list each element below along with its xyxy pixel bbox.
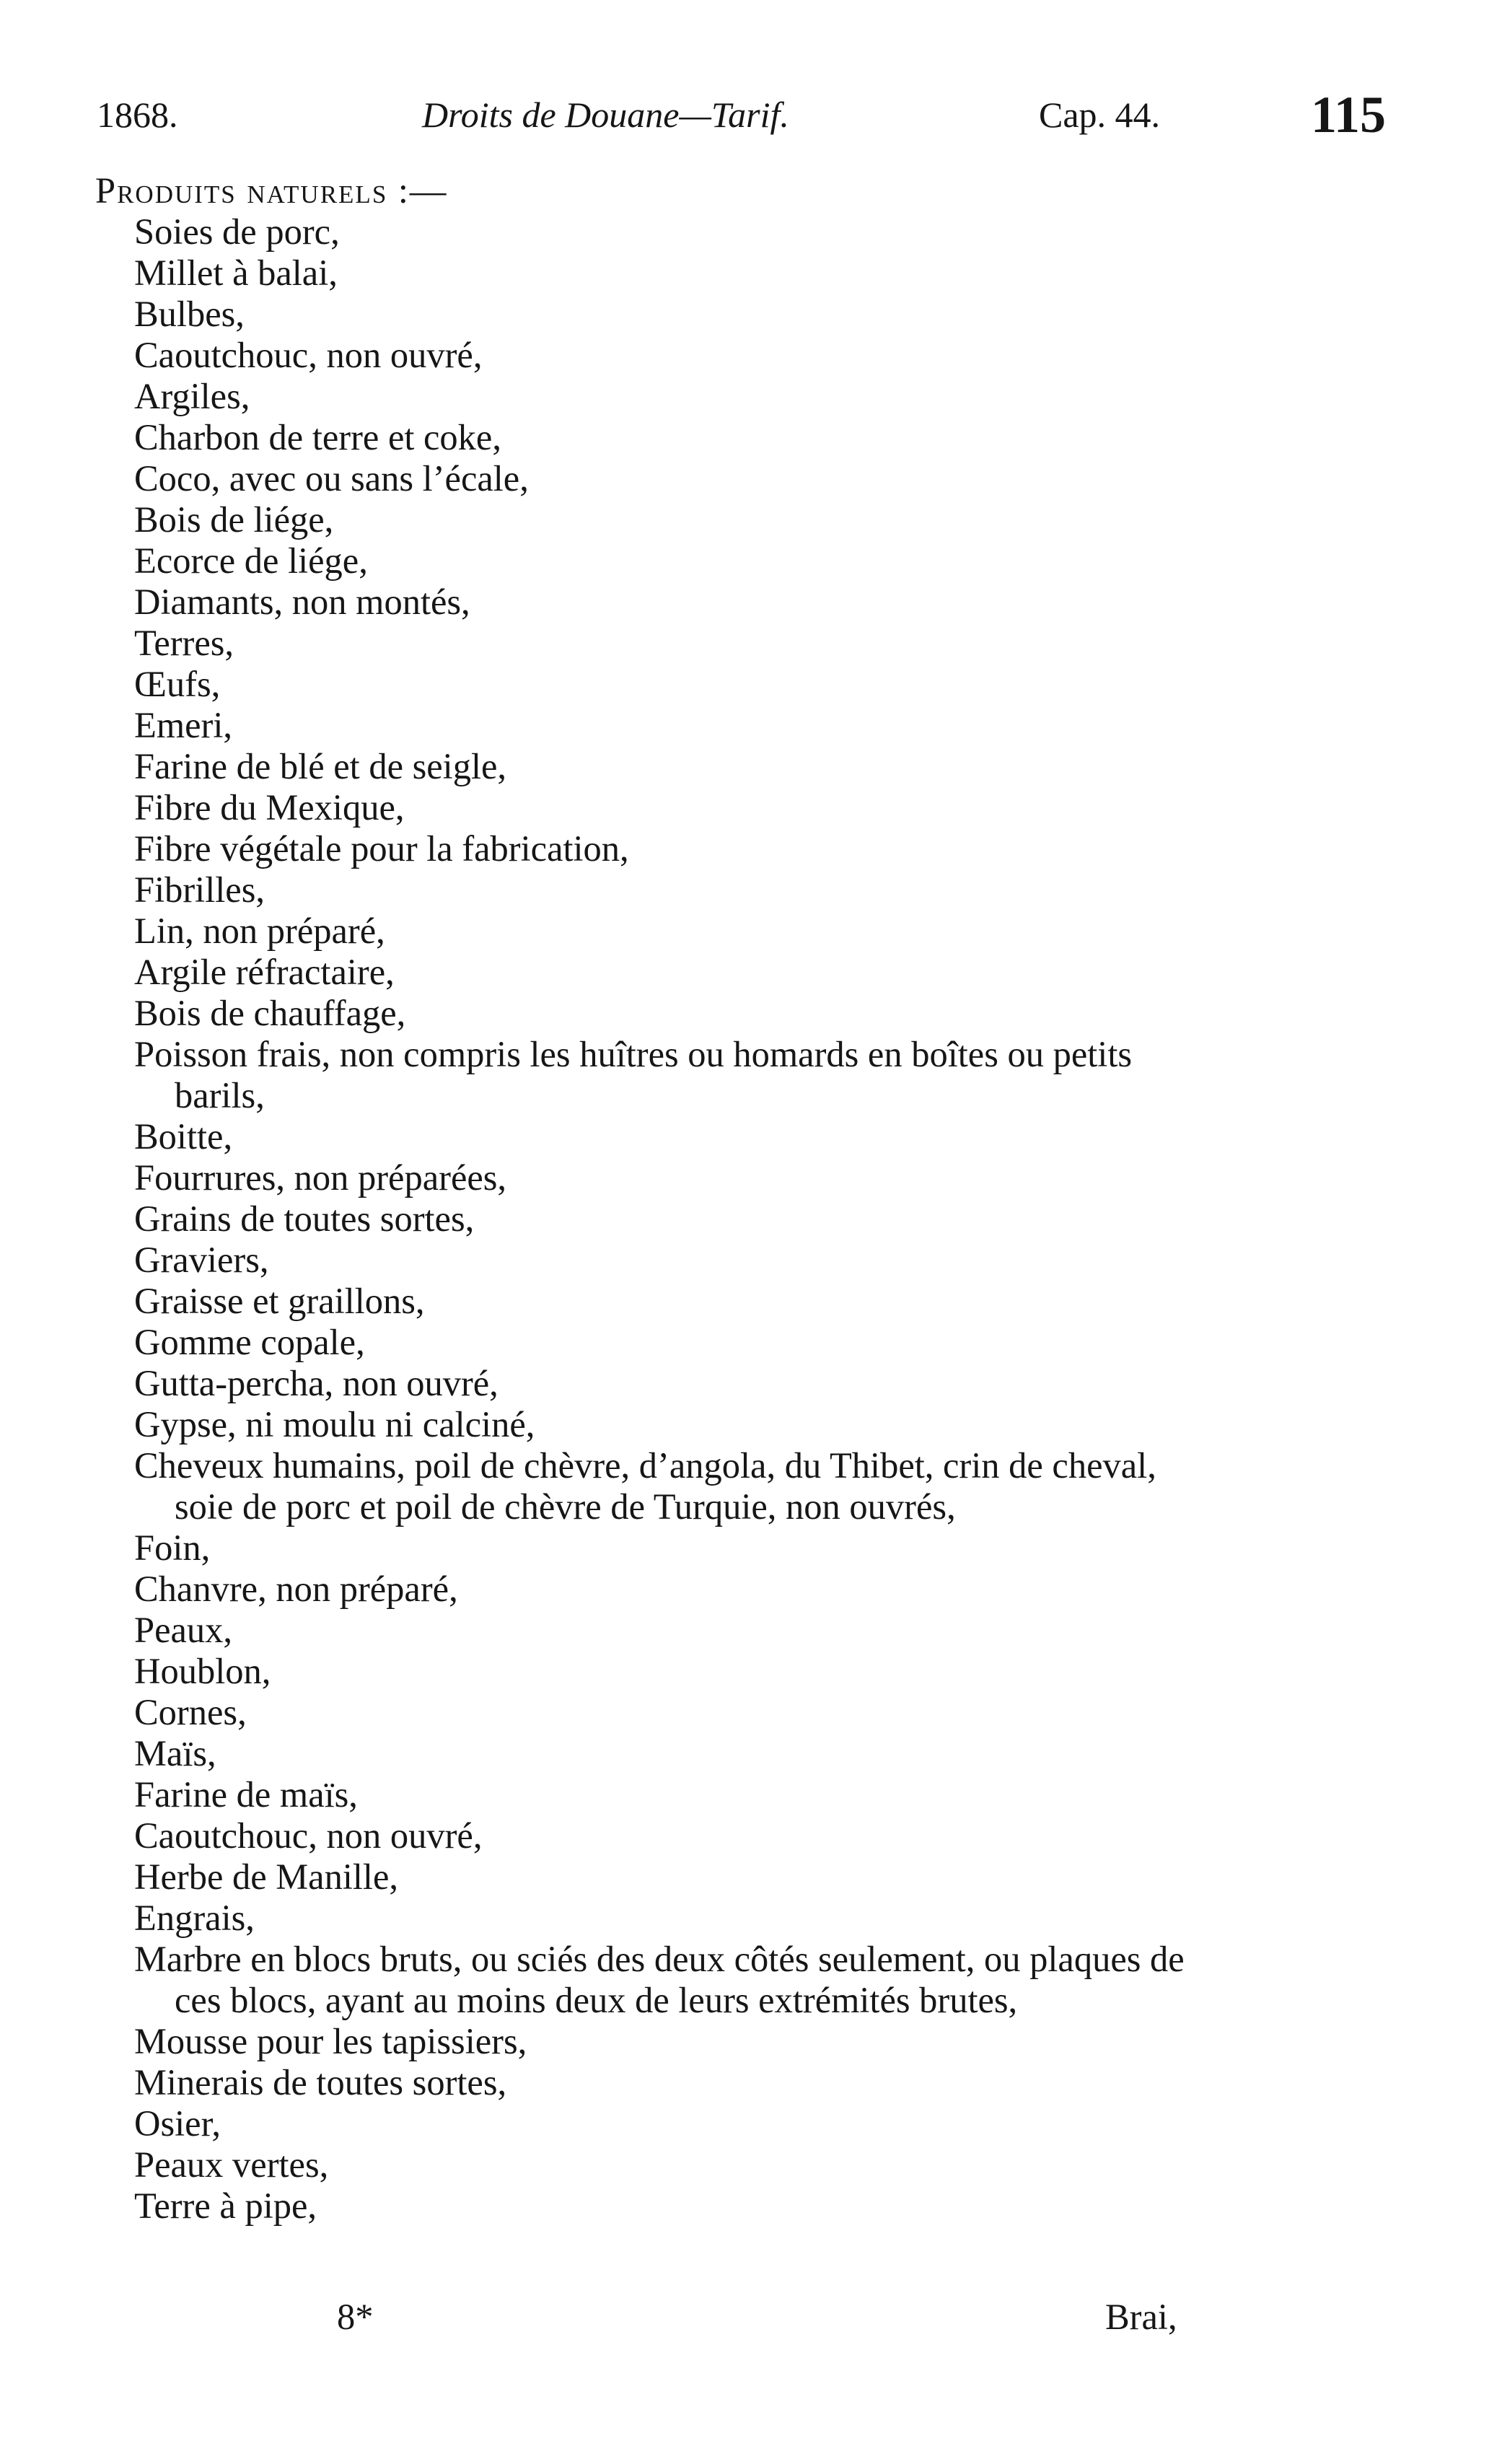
list-item: Graviers, xyxy=(134,1240,269,1280)
page-footer xyxy=(95,2296,1221,2346)
list-item: Emeri, xyxy=(134,705,233,745)
goods-list xyxy=(95,211,1221,2227)
header-chapter: Cap. 44. xyxy=(1039,95,1161,135)
list-item: Mousse pour les tapissiers, xyxy=(134,2021,527,2061)
list-item: Fibrilles, xyxy=(134,869,265,910)
list-item: Bois de chauffage, xyxy=(134,993,406,1033)
list-item: Caoutchouc, non ouvré, xyxy=(134,1815,483,1856)
list-item: Argile réfractaire, xyxy=(134,952,395,992)
list-item: Chanvre, non préparé, xyxy=(134,1569,458,1609)
list-item: Poisson frais, non compris les huîtres ou homards en boîtes ou petits barils, xyxy=(134,1034,1133,1115)
list-item: Graisse et graillons, xyxy=(134,1281,425,1321)
list-item: Herbe de Manille, xyxy=(134,1856,398,1897)
list-item: Gomme copale, xyxy=(134,1322,365,1362)
list-item: Coco, avec ou sans l’écale, xyxy=(134,458,529,499)
list-item: Soies de porc, xyxy=(134,211,340,252)
list-item: Gypse, ni moulu ni calciné, xyxy=(134,1404,535,1444)
list-item: Grains de toutes sortes, xyxy=(134,1198,475,1239)
section-heading: Produits naturels :— xyxy=(95,170,448,211)
page-body xyxy=(95,170,1221,2227)
list-item: Diamants, non montés, xyxy=(134,582,470,622)
list-item: Terre à pipe, xyxy=(134,2185,317,2226)
list-item: Fourrures, non préparées, xyxy=(134,1157,507,1198)
list-item: Farine de maïs, xyxy=(134,1774,358,1815)
list-item: Cheveux humains, poil de chèvre, d’angola, du Thibet, crin de cheval, soie de porc et poil de chèvre de Turquie, non ouvrés, xyxy=(134,1445,1156,1527)
list-item: Peaux vertes, xyxy=(134,2144,329,2185)
list-item: Marbre en blocs bruts, ou sciés des deux côtés seulement, ou plaques de ces blocs, ayant au moins deux de leurs extrémités brutes, xyxy=(134,1939,1185,2020)
list-item: Lin, non préparé, xyxy=(134,911,385,951)
list-item: Cornes, xyxy=(134,1692,247,1732)
catchword: Brai, xyxy=(1105,2297,1177,2337)
list-item: Engrais, xyxy=(134,1898,255,1938)
list-item: Peaux, xyxy=(134,1610,233,1650)
list-item: Osier, xyxy=(134,2103,221,2144)
list-item: Fibre du Mexique, xyxy=(134,787,405,828)
list-item: Farine de blé et de seigle, xyxy=(134,746,507,786)
page-number: 115 xyxy=(1311,86,1387,144)
list-item: Fibre végétale pour la fabrication, xyxy=(134,828,629,869)
header-year: 1868. xyxy=(97,95,178,135)
list-item: Bulbes, xyxy=(134,294,245,334)
running-header xyxy=(94,85,1392,143)
list-item: Foin, xyxy=(134,1527,211,1568)
list-item: Œufs, xyxy=(134,664,221,704)
signature-mark: 8* xyxy=(337,2297,374,2337)
header-title: Droits de Douane—Tarif. xyxy=(422,95,789,135)
list-item: Houblon, xyxy=(134,1651,271,1691)
list-item: Maïs, xyxy=(134,1733,216,1774)
list-item: Boitte, xyxy=(134,1116,233,1157)
list-item: Bois de liége, xyxy=(134,499,334,540)
list-item: Terres, xyxy=(134,623,234,663)
list-item: Charbon de terre et coke, xyxy=(134,417,501,457)
list-item: Caoutchouc, non ouvré, xyxy=(134,335,483,375)
list-item: Millet à balai, xyxy=(134,253,338,293)
list-item: Minerais de toutes sortes, xyxy=(134,2062,507,2103)
list-item: Ecorce de liége, xyxy=(134,540,368,581)
list-item: Gutta-percha, non ouvré, xyxy=(134,1363,499,1403)
list-item: Argiles, xyxy=(134,376,250,416)
